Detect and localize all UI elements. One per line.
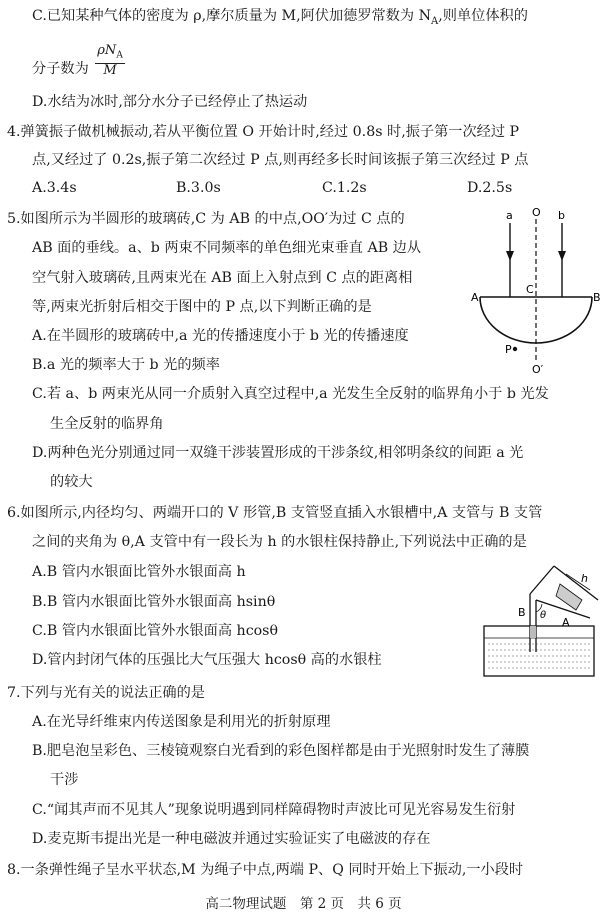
q5-option-d-1: D.两种色光分别通过同一双缝干涉装置形成的干涉条纹,相邻明条纹的间距 a 光 <box>32 445 524 461</box>
label-b-point: B <box>593 291 601 304</box>
label-p: P <box>505 343 512 356</box>
q4-option-b: B.3.0s <box>176 180 221 196</box>
label-a: a <box>506 209 513 222</box>
q4-option-a: A.3.4s <box>32 180 77 196</box>
q5-option-c-1: C.若 a、b 两束光从同一介质射入真空过程中,a 光发生全反射的临界角小于 b 光发 <box>32 386 549 402</box>
q6-option-d: D.管内封闭气体的压强比大气压强大 hcosθ 高的水银柱 <box>32 652 382 668</box>
q5-option-d-2: 的较大 <box>50 474 93 490</box>
label-c: C <box>526 283 534 296</box>
q3-option-c-cont: 分子数为 $\frac{\rho N_A}{M}$ <box>32 43 123 78</box>
ray-b-arrow <box>558 251 566 261</box>
q7-stem: 7.下列与光有关的说法正确的是 <box>7 685 205 701</box>
q5-option-c-2: 生全反射的临界角 <box>50 416 164 432</box>
q6-option-b: B.B 管内水银面比管外水银面高 hsinθ <box>32 594 276 610</box>
label-h: h <box>581 572 588 585</box>
q3-option-d: D.水结为冰时,部分水分子已经停止了热运动 <box>32 94 308 110</box>
tube-a-outer <box>530 566 554 594</box>
q6-option-a: A.B 管内水银面比管外水银面高 h <box>32 564 246 580</box>
label-tube-a: A <box>562 616 570 629</box>
mercury-hatch <box>488 644 590 668</box>
q5-stem-4: 等,两束光折射后相交于图中的 P 点,以下判断正确的是 <box>32 299 372 315</box>
q4-stem-1: 4.弹簧振子做机械振动,若从平衡位置 O 开始计时,经过 0.8s 时,振子第一次经过 P <box>7 124 520 140</box>
q7-option-c: C.“闻其声而不见其人”现象说明遇到同样障碍物时声波比可见光容易发生衍射 <box>32 802 516 818</box>
q7-option-a: A.在光导纤维束内传送图象是利用光的折射原理 <box>32 714 331 730</box>
q4-stem-2: 点,又经过了 0.2s,振子第二次经过 P 点,则再经多长时间该振子第三次经过 P 点 <box>32 152 529 168</box>
label-theta: θ <box>540 610 547 621</box>
q5-stem-1: 5.如图所示为半圆形的玻璃砖,C 为 AB 的中点,OO′为过 C 点的 <box>7 211 405 227</box>
page-footer: 高二物理试题 第 2 页 共 6 页 <box>205 896 402 912</box>
tube-a-mercury-column <box>556 584 582 610</box>
tube-b-mercury <box>530 626 536 638</box>
q7-option-d: D.麦克斯韦提出光是一种电磁波并通过实验证实了电磁波的存在 <box>32 831 431 847</box>
q7-option-b-2: 干涉 <box>50 772 79 788</box>
q4-option-d: D.2.5s <box>467 180 513 196</box>
q6-stem-1: 6.如图所示,内径均匀、两端开口的 V 形管,B 支管竖直插入水银槽中,A 支管与 B 支管 <box>7 505 543 521</box>
label-tube-b: B <box>518 606 526 619</box>
q6-option-c: C.B 管内水银面比管外水银面高 hcosθ <box>32 623 279 639</box>
q5-option-b: B.a 光的频率大于 b 光的频率 <box>32 357 220 373</box>
point-p <box>513 347 517 351</box>
semicircle-glass-figure <box>468 205 603 375</box>
mercury-trough <box>484 626 594 676</box>
label-b: b <box>558 209 565 222</box>
label-o-prime: O′ <box>532 363 544 375</box>
density-fraction: $\frac{\rho N_A}{M}$ <box>97 43 123 78</box>
q3-option-c: C.已知某种气体的密度为 ρ,摩尔质量为 M,阿伏加德罗常数为 $N_A$,则单位体积的 <box>32 8 528 27</box>
q4-option-c: C.1.2s <box>322 180 367 196</box>
q8-stem-1: 8.一条弹性绳子呈水平状态,M 为绳子中点,两端 P、Q 同时开始上下振动,一小段时 <box>7 862 524 878</box>
q5-stem-2: AB 面的垂线。a、b 两束不同频率的单色细光束垂直 AB 边从 <box>32 240 422 256</box>
q5-stem-3: 空气射入玻璃砖,且两束光在 AB 面上入射点到 C 点的距离相 <box>32 270 413 286</box>
label-a-point: A <box>471 291 479 304</box>
ray-a-arrow <box>506 251 514 261</box>
q5-option-a: A.在半圆形的玻璃砖中,a 光的传播速度小于 b 光的传播速度 <box>32 328 409 344</box>
q7-option-b-1: B.肥皂泡呈彩色、三棱镜观察白光看到的彩色图样都是由于光照射时发生了薄膜 <box>32 743 530 759</box>
label-o: O <box>532 206 541 219</box>
q6-stem-2: 之间的夹角为 θ,A 支管中有一段长为 h 的水银柱保持静止,下列说法中正确的是 <box>32 534 527 550</box>
v-tube-mercury-figure <box>478 560 603 680</box>
